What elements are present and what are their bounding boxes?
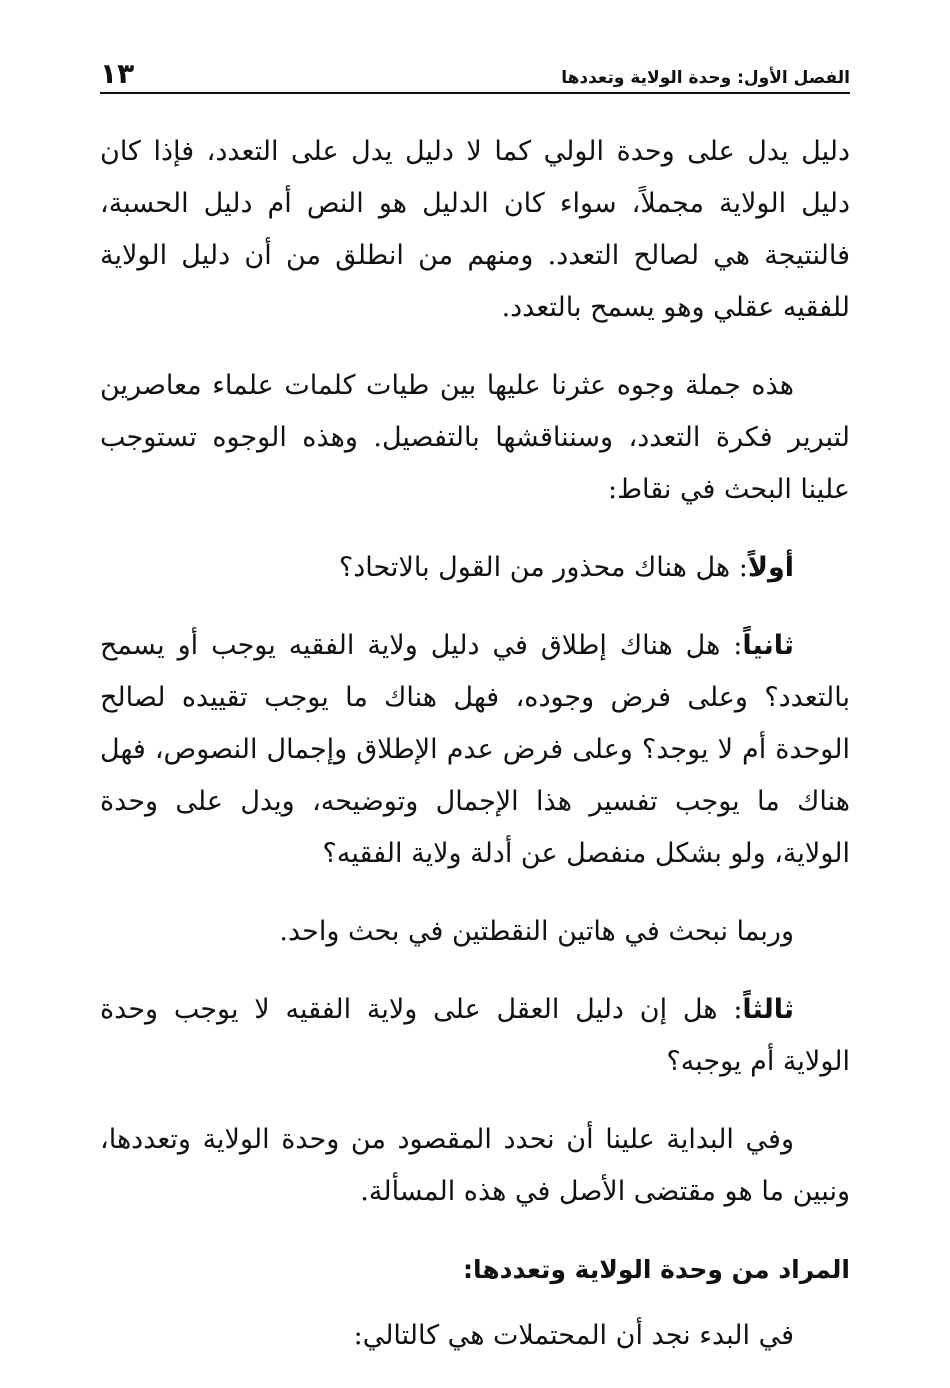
point-first <box>100 542 850 594</box>
running-head <box>100 48 850 94</box>
paragraph-combined-note: وربما نبحث في هاتين النقطتين في بحث واحد. <box>279 916 794 947</box>
page-number: ١٣ <box>100 57 135 90</box>
point-second <box>100 620 850 880</box>
point-first-text: : هل هناك محذور من القول بالاتحاد؟ <box>338 552 748 583</box>
point-second-text: : هل هناك إطلاق في دليل ولاية الفقيه يوجب أو يسمح بالتعدد؟ وعلى فرض وجوده، فهل هناك ما يوجب تقييده لصالح الوحدة أم لا يوجد؟ وعلى فرض عدم الإطلاق وإجمال النصوص، فهل هناك ما يوجب تفسير هذا الإجمال وتوضيحه، ويدل على وحدة الولاية، ولو بشكل منفصل عن أدلة ولاية الفقيه؟ <box>100 630 850 869</box>
chapter-title: الفصل الأول: وحدة الولاية وتعددها <box>561 68 850 88</box>
paragraph-intro-points: هذه جملة وجوه عثرنا عليها بين طيات كلمات علماء معاصرين لتبرير فكرة التعدد، وسنناقشها بالتفصيل. وهذه الوجوه تستوجب علينا البحث في نقاط: <box>100 370 850 505</box>
point-second-label: ثانياً <box>742 630 794 661</box>
point-third-text: : هل إن دليل العقل على ولاية الفقيه لا يوجب وحدة الولاية أم يوجبه؟ <box>100 994 850 1077</box>
body-text <box>100 126 850 1362</box>
point-first-label: أولاً <box>747 552 794 583</box>
point-third-label: ثالثاً <box>742 994 794 1025</box>
paragraph-beginning: وفي البداية علينا أن نحدد المقصود من وحدة الولاية وتعددها، ونبين ما هو مقتضى الأصل في هذه المسألة. <box>100 1124 850 1207</box>
section-heading: المراد من وحدة الولاية وتعددها: <box>462 1255 850 1284</box>
paragraph-continuation: دليل يدل على وحدة الولي كما لا دليل يدل على التعدد، فإذا كان دليل الولاية مجملاً، سواء كان الدليل هو النص أم دليل الحسبة، فالنتيجة هي لصالح التعدد. ومنهم من انطلق من أن دليل الولاية للفقيه عقلي وهو يسمح بالتعدد. <box>100 136 850 323</box>
book-page <box>100 48 850 1388</box>
point-third <box>100 984 850 1088</box>
paragraph-possibilities: في البدء نجد أن المحتملات هي كالتالي: <box>353 1320 794 1351</box>
